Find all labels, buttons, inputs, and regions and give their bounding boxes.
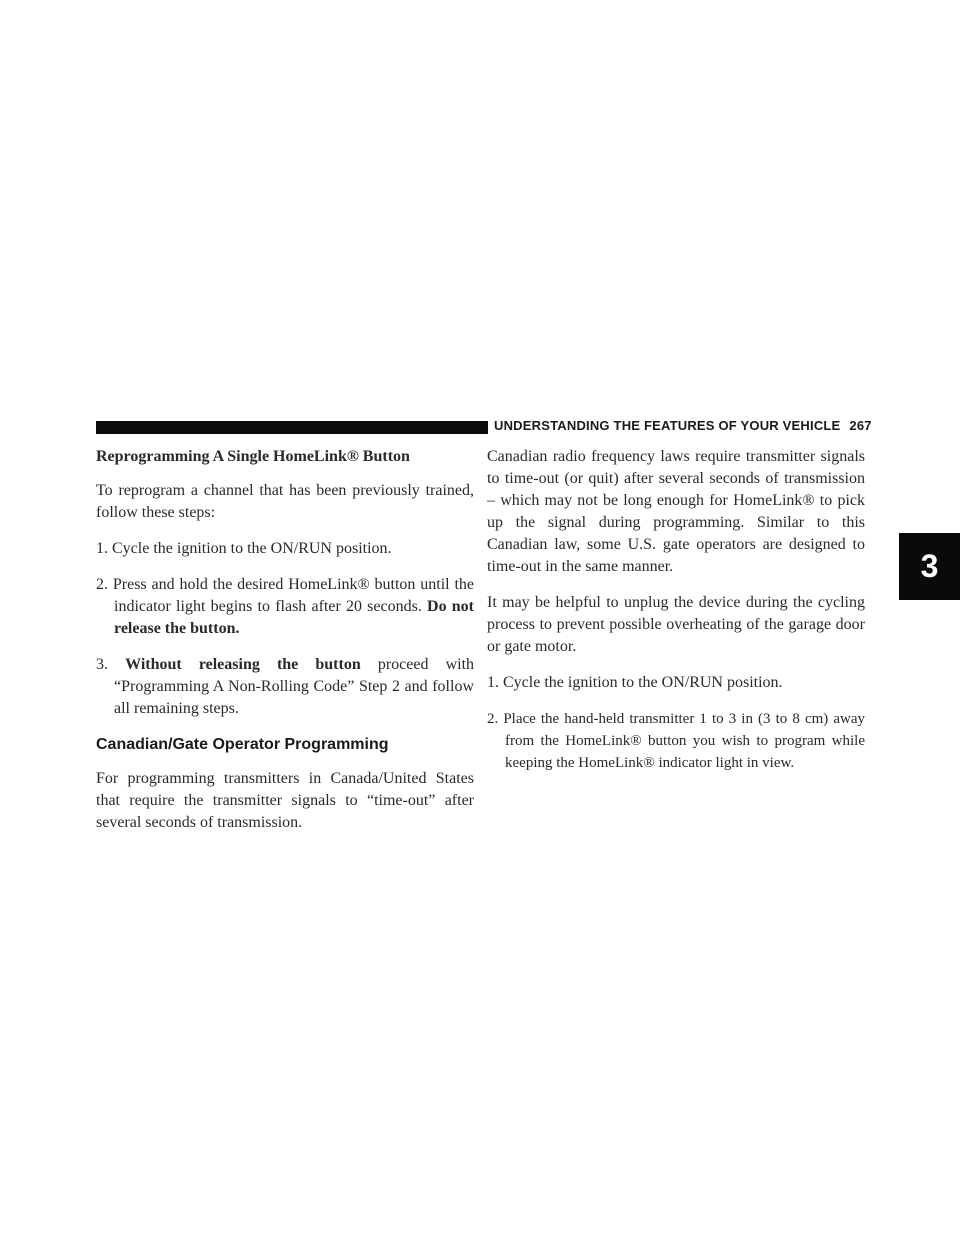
header-rule-bar (96, 421, 488, 434)
right-column (487, 446, 865, 788)
step-number: 2. (487, 711, 499, 727)
step-text: Press and hold the desired HomeLink® button until the indicator light begins to flash after 20 seconds. (112, 576, 475, 615)
step-number: 1. (96, 540, 108, 557)
paragraph-canadian-law: Canadian radio frequency laws require transmitter signals to time-out (or quit) after several seconds of transmission – which may not be long enough for HomeLink® to pick up the signal during programming. Similar to this Canadian law, some U.S. gate operators are designed to time-out in the same manner. (487, 448, 865, 575)
left-step-3 (96, 654, 474, 720)
subheading-reprogramming: Reprogramming A Single HomeLink® Button (96, 448, 410, 465)
page-number: 267 (849, 418, 872, 433)
step-number: 3. (96, 656, 108, 673)
step-warning: Do not release the button. (114, 598, 475, 637)
left-step-1 (96, 538, 474, 560)
chapter-tab: 3 (899, 533, 960, 600)
step-number: 1. (487, 674, 499, 691)
left-step-2 (96, 574, 474, 640)
left-column (96, 446, 474, 848)
right-step-1 (487, 672, 865, 694)
step-bold-lead: Without releasing the button (125, 656, 361, 673)
right-step-2 (487, 708, 865, 774)
step-text: Cycle the ignition to the ON/RUN position. (112, 540, 392, 557)
running-title: UNDERSTANDING THE FEATURES OF YOUR VEHICLE (494, 418, 841, 433)
intro-paragraph: To reprogram a channel that has been previously trained, follow these steps: (96, 482, 474, 521)
section-paragraph: For programming transmitters in Canada/United States that require the transmitter signals to “time-out” after several seconds of transmission. (96, 770, 474, 831)
section-heading-canadian: Canadian/Gate Operator Programming (96, 736, 389, 753)
step-text: Place the hand-held transmitter 1 to 3 in (3 to 8 cm) away from the HomeLink® button you wish to program while keeping the HomeLink® indicator light in view. (503, 711, 865, 771)
running-header (494, 418, 872, 433)
step-number: 2. (96, 576, 108, 593)
paragraph-unplug-tip: It may be helpful to unplug the device during the cycling process to prevent possible overheating of the garage door or gate motor. (487, 594, 865, 655)
step-text: Cycle the ignition to the ON/RUN position. (503, 674, 783, 691)
step-text: proceed with “Programming A Non-Rolling Code” Step 2 and follow all remaining steps. (114, 656, 475, 717)
